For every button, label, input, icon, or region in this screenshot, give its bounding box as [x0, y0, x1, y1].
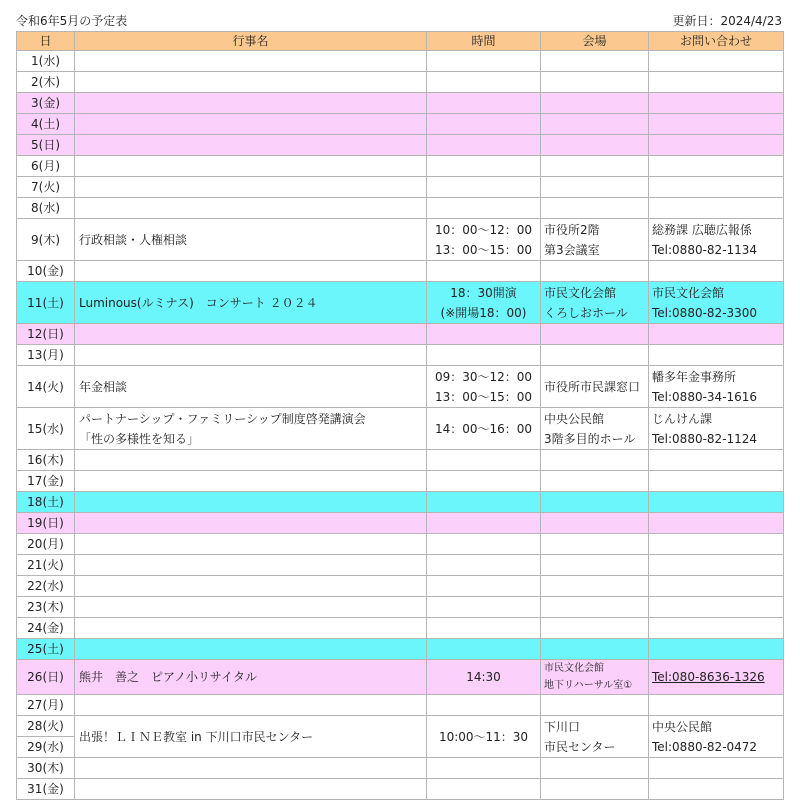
time-cell — [427, 695, 541, 716]
day-cell: 29(水) — [17, 737, 75, 758]
venue-cell — [541, 198, 649, 219]
contact-cell — [649, 219, 784, 261]
contact-cell — [649, 324, 784, 345]
time-cell — [427, 219, 541, 261]
time-cell — [427, 597, 541, 618]
contact-cell — [649, 779, 784, 800]
event-cell — [75, 450, 427, 471]
day-cell: 12(日) — [17, 324, 75, 345]
time-cell-line: 10：00〜12：00 — [434, 222, 533, 237]
venue-cell-line: 市民文化会館 — [544, 663, 604, 674]
day-cell: 14(火) — [17, 366, 75, 408]
table-row — [17, 72, 784, 93]
event-cell — [75, 177, 427, 198]
contact-cell — [649, 177, 784, 198]
schedule-table — [16, 31, 784, 800]
day-cell: 5(日) — [17, 135, 75, 156]
day-cell: 25(土) — [17, 639, 75, 660]
event-cell — [75, 576, 427, 597]
venue-cell — [541, 716, 649, 758]
event-cell — [75, 156, 427, 177]
event-cell — [75, 345, 427, 366]
event-cell — [75, 695, 427, 716]
venue-cell — [541, 471, 649, 492]
table-row — [17, 695, 784, 716]
venue-cell-line: 下川口 — [544, 719, 581, 734]
contact-cell — [649, 261, 784, 282]
venue-cell — [541, 282, 649, 324]
table-row — [17, 408, 784, 450]
table-row — [17, 618, 784, 639]
contact-cell — [649, 93, 784, 114]
table-row — [17, 576, 784, 597]
time-cell-line: (※開場18：00) — [440, 305, 527, 320]
venue-cell — [541, 779, 649, 800]
venue-cell — [541, 450, 649, 471]
event-cell — [75, 324, 427, 345]
event-cell-line: 熊井 善之 ピアノ小リサイタル — [79, 670, 257, 684]
time-cell — [427, 261, 541, 282]
header-row — [17, 32, 784, 51]
event-cell — [75, 51, 427, 72]
time-cell — [427, 135, 541, 156]
venue-cell-line: 市役所市民課窓口 — [544, 379, 641, 394]
venue-cell — [541, 345, 649, 366]
table-row — [17, 93, 784, 114]
contact-cell-line: Tel:0880-82-1124 — [652, 431, 758, 446]
time-cell — [427, 618, 541, 639]
day-cell: 27(月) — [17, 695, 75, 716]
time-cell — [427, 324, 541, 345]
time-cell — [427, 366, 541, 408]
venue-cell — [541, 492, 649, 513]
event-cell — [75, 219, 427, 261]
day-cell: 13(月) — [17, 345, 75, 366]
contact-cell — [649, 639, 784, 660]
day-cell: 30(木) — [17, 758, 75, 779]
table-row — [17, 156, 784, 177]
contact-cell — [649, 282, 784, 324]
time-cell — [427, 345, 541, 366]
event-cell-line: Luminous(ルミナス) コンサート ２０２４ — [79, 295, 318, 310]
contact-cell-line: 市民文化会館 — [652, 285, 725, 300]
venue-cell — [541, 366, 649, 408]
time-cell — [427, 177, 541, 198]
time-cell — [427, 51, 541, 72]
venue-cell — [541, 597, 649, 618]
day-cell: 11(土) — [17, 282, 75, 324]
time-cell — [427, 156, 541, 177]
table-row — [17, 366, 784, 408]
contact-cell — [649, 198, 784, 219]
event-cell — [75, 471, 427, 492]
contact-cell — [649, 51, 784, 72]
venue-cell — [541, 72, 649, 93]
table-row — [17, 135, 784, 156]
day-cell: 10(金) — [17, 261, 75, 282]
contact-cell — [649, 450, 784, 471]
day-cell: 21(火) — [17, 555, 75, 576]
contact-cell — [649, 135, 784, 156]
time-cell — [427, 716, 541, 758]
venue-cell — [541, 135, 649, 156]
schedule-body — [17, 51, 784, 800]
contact-cell — [649, 576, 784, 597]
contact-cell-line: Tel:080-8636-1326 — [652, 670, 765, 684]
venue-cell-line: 市役所2階 — [544, 222, 600, 237]
day-cell: 6(月) — [17, 156, 75, 177]
event-cell — [75, 93, 427, 114]
time-cell — [427, 198, 541, 219]
table-row — [17, 492, 784, 513]
time-cell-line: 18：30開演 — [450, 285, 517, 300]
table-row — [17, 513, 784, 534]
header-day: 日 — [17, 32, 75, 51]
venue-cell-line: 3階多目的ホール — [544, 431, 636, 446]
day-cell: 2(木) — [17, 72, 75, 93]
venue-cell — [541, 261, 649, 282]
table-row — [17, 450, 784, 471]
event-cell — [75, 534, 427, 555]
time-cell-line: 13：00〜15：00 — [434, 242, 533, 257]
event-cell — [75, 72, 427, 93]
contact-cell — [649, 716, 784, 758]
day-cell: 9(木) — [17, 219, 75, 261]
venue-cell — [541, 93, 649, 114]
venue-cell-line: 地下リハーサル室① — [544, 680, 633, 691]
day-cell: 16(木) — [17, 450, 75, 471]
venue-cell — [541, 408, 649, 450]
event-cell — [75, 597, 427, 618]
venue-cell — [541, 177, 649, 198]
venue-cell — [541, 219, 649, 261]
day-cell: 4(土) — [17, 114, 75, 135]
contact-cell-line: 中央公民館 — [652, 719, 713, 734]
day-cell: 26(日) — [17, 660, 75, 695]
table-row — [17, 219, 784, 261]
updated-date: 更新日：2024/4/23 — [672, 14, 782, 28]
time-cell — [427, 660, 541, 695]
venue-cell — [541, 695, 649, 716]
contact-cell — [649, 345, 784, 366]
day-cell: 23(木) — [17, 597, 75, 618]
time-cell-line: 14:30 — [466, 670, 501, 684]
day-cell: 8(水) — [17, 198, 75, 219]
time-cell-line: 09：30〜12：00 — [434, 369, 533, 384]
day-cell: 3(金) — [17, 93, 75, 114]
time-cell — [427, 450, 541, 471]
contact-cell-line: Tel:0880-82-3300 — [652, 305, 758, 320]
table-row — [17, 471, 784, 492]
header-event: 行事名 — [75, 32, 427, 51]
time-cell — [427, 555, 541, 576]
contact-cell — [649, 597, 784, 618]
event-cell — [75, 513, 427, 534]
contact-cell — [649, 618, 784, 639]
time-cell — [427, 534, 541, 555]
table-row — [17, 639, 784, 660]
contact-cell — [649, 513, 784, 534]
venue-cell — [541, 639, 649, 660]
event-cell-line: 年金相談 — [79, 379, 128, 394]
event-cell — [75, 618, 427, 639]
table-row — [17, 758, 784, 779]
contact-cell — [649, 534, 784, 555]
day-cell: 17(金) — [17, 471, 75, 492]
contact-cell — [649, 156, 784, 177]
day-cell: 22(水) — [17, 576, 75, 597]
event-cell — [75, 135, 427, 156]
venue-cell — [541, 114, 649, 135]
contact-cell-line: Tel:0880-34-1616 — [652, 389, 758, 404]
time-cell — [427, 639, 541, 660]
time-cell — [427, 114, 541, 135]
table-row — [17, 345, 784, 366]
page-title: 令和6年5月の予定表 — [16, 14, 128, 28]
event-cell — [75, 366, 427, 408]
contact-cell — [649, 366, 784, 408]
table-row — [17, 114, 784, 135]
venue-cell-line: くろしおホール — [544, 305, 628, 320]
venue-cell — [541, 324, 649, 345]
header-time: 時間 — [427, 32, 541, 51]
contact-cell — [649, 72, 784, 93]
event-cell — [75, 114, 427, 135]
venue-cell — [541, 156, 649, 177]
time-cell-line: 14：00〜16：00 — [434, 421, 533, 436]
time-cell — [427, 576, 541, 597]
event-cell-line: 「性の多様性を知る」 — [79, 431, 200, 446]
venue-cell-line: 市民文化会館 — [544, 285, 617, 300]
table-row — [17, 282, 784, 324]
table-row — [17, 51, 784, 72]
contact-cell — [649, 695, 784, 716]
contact-cell — [649, 471, 784, 492]
event-cell — [75, 660, 427, 695]
event-cell — [75, 492, 427, 513]
event-cell — [75, 408, 427, 450]
event-cell-line: パートナーシップ・ファミリーシップ制度啓発講演会 — [79, 411, 366, 426]
table-row — [17, 177, 784, 198]
contact-cell-line: Tel:0880-82-0472 — [652, 739, 758, 754]
time-cell — [427, 758, 541, 779]
time-cell — [427, 93, 541, 114]
contact-cell — [649, 555, 784, 576]
event-cell — [75, 282, 427, 324]
venue-cell — [541, 51, 649, 72]
table-row — [17, 779, 784, 800]
contact-cell-line: じんけん課 — [652, 411, 713, 426]
time-cell — [427, 471, 541, 492]
table-row — [17, 555, 784, 576]
table-row — [17, 534, 784, 555]
contact-cell-line: 総務課 広聴広報係 — [652, 222, 752, 237]
venue-cell — [541, 555, 649, 576]
time-cell — [427, 779, 541, 800]
venue-cell-line: 第3会議室 — [544, 242, 600, 257]
event-cell — [75, 261, 427, 282]
event-cell — [75, 198, 427, 219]
event-cell-line: 出張！ＬＩＮＥ教室 in 下川口市民センター — [79, 729, 314, 744]
venue-cell-line: 市民センター — [544, 739, 616, 754]
time-cell-line: 13：00〜15：00 — [434, 389, 533, 404]
contact-cell-line: 幡多年金事務所 — [652, 369, 737, 384]
event-cell-line: 行政相談・人権相談 — [79, 232, 188, 247]
event-cell — [75, 639, 427, 660]
time-cell — [427, 492, 541, 513]
table-row — [17, 198, 784, 219]
header-venue: 会場 — [541, 32, 649, 51]
time-cell — [427, 408, 541, 450]
venue-cell — [541, 660, 649, 695]
table-row — [17, 660, 784, 695]
contact-cell — [649, 114, 784, 135]
venue-cell — [541, 758, 649, 779]
header-contact: お問い合わせ — [649, 32, 784, 51]
venue-cell-line: 中央公民館 — [544, 411, 605, 426]
event-cell — [75, 779, 427, 800]
contact-cell[interactable] — [649, 660, 784, 695]
day-cell: 28(火) — [17, 716, 75, 737]
time-cell — [427, 513, 541, 534]
day-cell: 1(水) — [17, 51, 75, 72]
table-row — [17, 261, 784, 282]
day-cell: 7(火) — [17, 177, 75, 198]
contact-cell — [649, 758, 784, 779]
table-row — [17, 716, 784, 737]
day-cell: 19(日) — [17, 513, 75, 534]
venue-cell — [541, 576, 649, 597]
venue-cell — [541, 513, 649, 534]
day-cell: 24(金) — [17, 618, 75, 639]
venue-cell — [541, 618, 649, 639]
event-cell — [75, 716, 427, 758]
day-cell: 18(土) — [17, 492, 75, 513]
event-cell — [75, 758, 427, 779]
time-cell — [427, 72, 541, 93]
table-row — [17, 597, 784, 618]
table-row — [17, 324, 784, 345]
contact-cell — [649, 408, 784, 450]
event-cell — [75, 555, 427, 576]
day-cell: 31(金) — [17, 779, 75, 800]
time-cell — [427, 282, 541, 324]
time-cell-line: 10:00〜11：30 — [438, 729, 529, 744]
day-cell: 15(水) — [17, 408, 75, 450]
day-cell: 20(月) — [17, 534, 75, 555]
contact-cell — [649, 492, 784, 513]
contact-cell-line: Tel:0880-82-1134 — [652, 242, 758, 257]
venue-cell — [541, 534, 649, 555]
